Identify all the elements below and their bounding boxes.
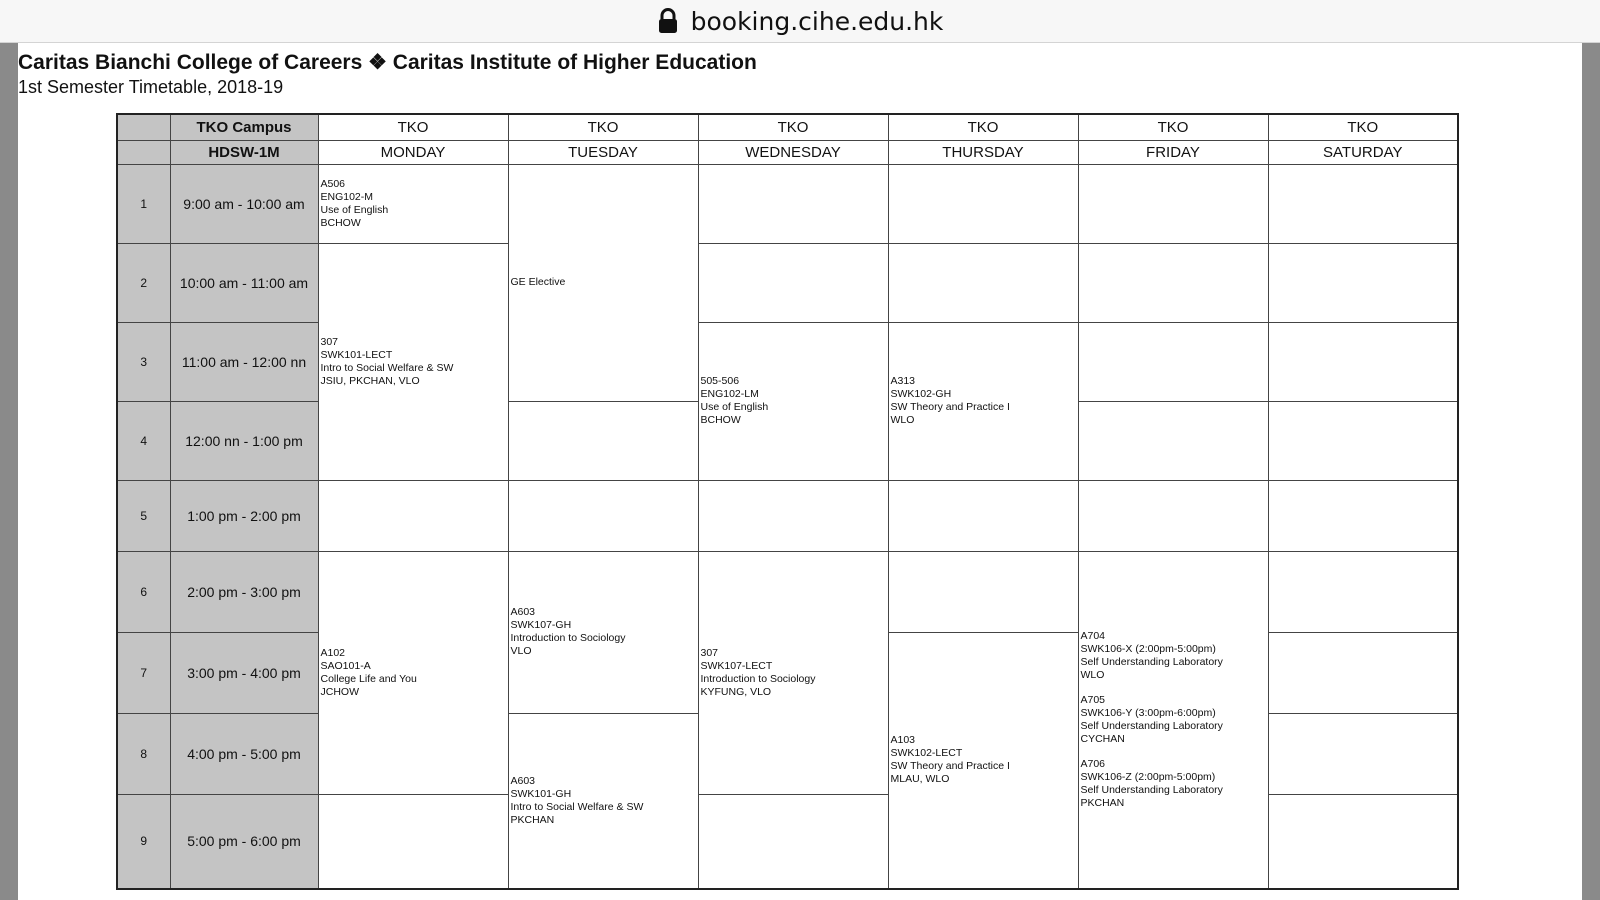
class-room: 505-506 <box>700 375 740 387</box>
class-block-tue-ge-elective[interactable] <box>508 164 698 401</box>
address-bar[interactable] <box>0 0 1600 43</box>
class-code: SWK106-Y (3:00pm-6:00pm) <box>1080 706 1216 719</box>
class-name: Introduction to Sociology <box>510 632 626 644</box>
empty-slot <box>1268 322 1458 401</box>
period-time: 2:00 pm - 3:00 pm <box>170 551 318 632</box>
class-block-mon-sao101[interactable] <box>318 551 508 794</box>
campus-label: TKO Campus <box>170 114 318 140</box>
period-number: 9 <box>117 794 170 889</box>
day-header-friday: FRIDAY <box>1078 140 1268 164</box>
class-name: Use of English <box>320 203 389 216</box>
period-row <box>117 551 1458 632</box>
class-name: GE Elective <box>510 276 566 288</box>
lock-icon <box>657 8 679 34</box>
class-name: Self Understanding Laboratory <box>1080 719 1223 732</box>
class-name: Self Understanding Laboratory <box>1080 655 1223 668</box>
period-time: 9:00 am - 10:00 am <box>170 164 318 243</box>
period-time: 4:00 pm - 5:00 pm <box>170 713 318 794</box>
page-subtitle: 1st Semester Timetable, 2018-19 <box>18 77 284 97</box>
period-number: 2 <box>117 243 170 322</box>
campus-code: TKO <box>698 114 888 140</box>
class-room: A603 <box>510 606 536 618</box>
class-staff: KYFUNG, VLO <box>700 685 772 698</box>
campus-code: TKO <box>888 114 1078 140</box>
period-time: 3:00 pm - 4:00 pm <box>170 632 318 713</box>
period-number: 4 <box>117 401 170 480</box>
class-staff: BCHOW <box>700 414 741 426</box>
class-code: SWK102-GH <box>890 388 952 400</box>
day-header-wednesday: WEDNESDAY <box>698 140 888 164</box>
class-room: A603 <box>510 774 536 787</box>
class-block-tue-swk107[interactable] <box>508 551 698 713</box>
empty-slot <box>888 551 1078 632</box>
class-block-wed-swk107[interactable] <box>698 551 888 794</box>
period-number: 5 <box>117 480 170 551</box>
corner-cell <box>117 114 170 140</box>
empty-slot <box>1268 164 1458 243</box>
class-name: Intro to Social Welfare & SW <box>320 361 454 374</box>
campus-code: TKO <box>508 114 698 140</box>
period-time: 10:00 am - 11:00 am <box>170 243 318 322</box>
class-code: SWK106-Z (2:00pm-5:00pm) <box>1080 770 1216 783</box>
class-block-thu-swk102lect[interactable] <box>888 632 1078 889</box>
corner-cell <box>117 140 170 164</box>
day-header-tuesday: TUESDAY <box>508 140 698 164</box>
timetable-page <box>18 43 1582 900</box>
empty-slot <box>698 480 888 551</box>
period-number: 6 <box>117 551 170 632</box>
spacer <box>1081 682 1268 694</box>
period-row <box>117 164 1458 243</box>
campus-code: TKO <box>318 114 508 140</box>
page-title: Caritas Bianchi College of Careers ❖ Caritas Institute of Higher Education <box>18 51 757 74</box>
empty-slot <box>1268 632 1458 713</box>
campus-row <box>117 114 1458 140</box>
url-text: booking.cihe.edu.hk <box>690 6 944 36</box>
period-number: 1 <box>117 164 170 243</box>
empty-slot <box>1078 164 1268 243</box>
timetable <box>116 113 1459 890</box>
class-room: A706 <box>1080 757 1106 770</box>
class-name: Intro to Social Welfare & SW <box>510 800 644 813</box>
class-code: SWK102-LECT <box>890 747 963 760</box>
class-block-wed-eng102[interactable] <box>698 322 888 480</box>
class-room: 307 <box>320 335 339 348</box>
period-number: 7 <box>117 632 170 713</box>
class-staff: MLAU, WLO <box>890 773 950 786</box>
period-time: 12:00 nn - 1:00 pm <box>170 401 318 480</box>
class-room: 307 <box>700 646 719 659</box>
class-code: ENG102-M <box>320 190 374 203</box>
period-number: 3 <box>117 322 170 401</box>
empty-slot <box>1268 480 1458 551</box>
class-room: A705 <box>1080 693 1106 706</box>
empty-slot <box>1078 322 1268 401</box>
empty-slot <box>1078 243 1268 322</box>
class-code: SWK106-X (2:00pm-5:00pm) <box>1080 642 1216 655</box>
empty-slot <box>698 164 888 243</box>
empty-slot <box>508 401 698 480</box>
empty-slot <box>888 164 1078 243</box>
period-row <box>117 480 1458 551</box>
class-staff: PKCHAN <box>510 813 555 826</box>
empty-slot <box>698 794 888 889</box>
class-label: HDSW-1M <box>170 140 318 164</box>
empty-slot <box>1078 480 1268 551</box>
class-room: A506 <box>320 177 346 190</box>
class-block-mon-eng102[interactable] <box>318 164 508 243</box>
empty-slot <box>698 243 888 322</box>
class-room: A313 <box>890 375 916 387</box>
campus-code: TKO <box>1078 114 1268 140</box>
empty-slot <box>318 794 508 889</box>
empty-slot <box>1078 401 1268 480</box>
class-staff: JCHOW <box>320 685 359 698</box>
class-block-mon-swk101[interactable] <box>318 243 508 480</box>
class-block-tue-swk101[interactable] <box>508 713 698 889</box>
class-name: SW Theory and Practice I <box>890 401 1010 413</box>
class-block-fri-swk106[interactable] <box>1078 551 1268 889</box>
class-name: SW Theory and Practice I <box>890 760 1010 773</box>
empty-slot <box>1268 401 1458 480</box>
class-code: SAO101-A <box>320 659 371 672</box>
class-code: SWK107-GH <box>510 619 572 631</box>
class-staff: PKCHAN <box>1080 796 1125 809</box>
empty-slot <box>1268 794 1458 889</box>
class-room: A103 <box>890 734 916 747</box>
empty-slot <box>888 480 1078 551</box>
class-staff: JSIU, PKCHAN, VLO <box>320 374 420 387</box>
class-room: A704 <box>1080 629 1106 642</box>
empty-slot <box>1268 243 1458 322</box>
period-time: 5:00 pm - 6:00 pm <box>170 794 318 889</box>
empty-slot <box>318 480 508 551</box>
period-row <box>117 243 1458 322</box>
class-staff: WLO <box>890 414 915 426</box>
class-staff: BCHOW <box>320 216 361 229</box>
period-time: 11:00 am - 12:00 nn <box>170 322 318 401</box>
period-time: 1:00 pm - 2:00 pm <box>170 480 318 551</box>
class-code: SWK107-LECT <box>700 659 773 672</box>
day-header-thursday: THURSDAY <box>888 140 1078 164</box>
day-header-saturday: SATURDAY <box>1268 140 1458 164</box>
class-room: A102 <box>320 646 346 659</box>
spacer <box>1081 746 1268 758</box>
empty-slot <box>888 243 1078 322</box>
class-staff: VLO <box>510 645 532 657</box>
day-header-monday: MONDAY <box>318 140 508 164</box>
empty-slot <box>508 480 698 551</box>
empty-slot <box>1268 713 1458 794</box>
period-number: 8 <box>117 713 170 794</box>
class-name: College Life and You <box>320 672 417 685</box>
class-code: SWK101-GH <box>510 787 572 800</box>
campus-code: TKO <box>1268 114 1458 140</box>
class-block-thu-swk102gh[interactable] <box>888 322 1078 480</box>
class-name: Introduction to Sociology <box>700 672 816 685</box>
class-staff: WLO <box>1080 668 1105 681</box>
class-staff: CYCHAN <box>1080 732 1125 745</box>
class-name: Self Understanding Laboratory <box>1080 783 1223 796</box>
empty-slot <box>1268 551 1458 632</box>
class-code: SWK101-LECT <box>320 348 393 361</box>
day-header-row <box>117 140 1458 164</box>
class-name: Use of English <box>700 401 769 413</box>
class-code: ENG102-LM <box>700 388 759 400</box>
